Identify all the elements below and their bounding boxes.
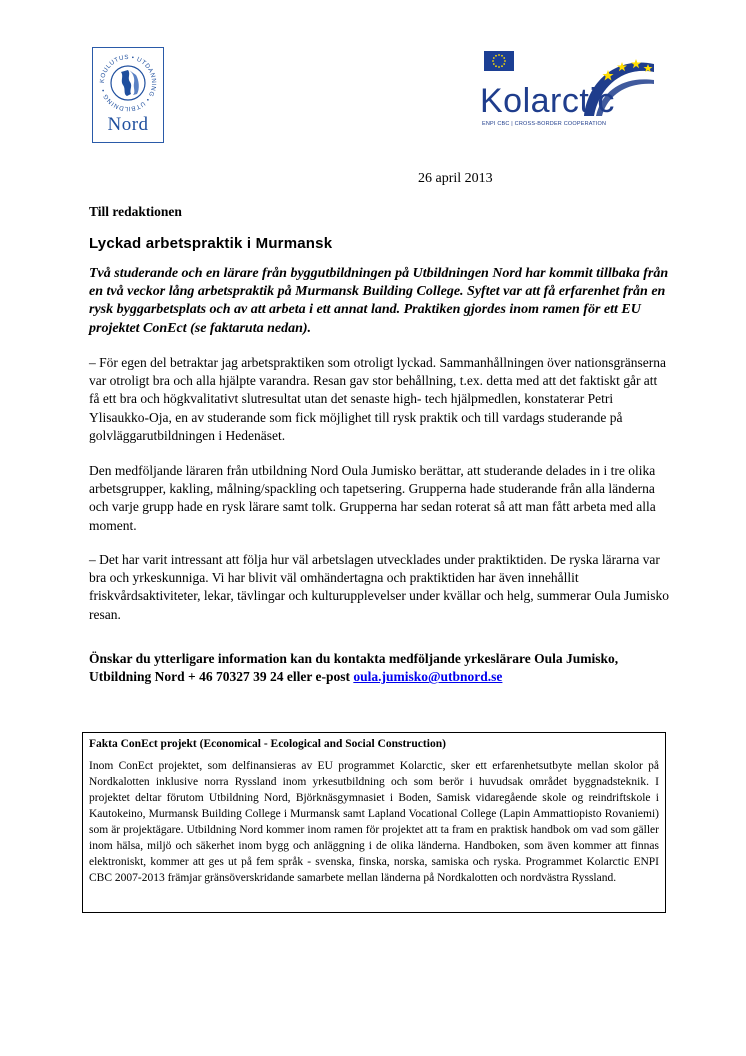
utbildning-nord-logo (92, 47, 164, 143)
body-paragraph-1: – För egen del betraktar jag arbetspraktiken som otroligt lyckad. Sammanhållningen över nationsgränserna var otroligt bra och alla hjälpte varandra. Resan gav stor behållning, t.ex. detta med att det faktiskt går att få ett bra och högkvalitativt slutresultat utan det senaste high- tech hjälpmedlen, konstaterar Petri Ylisaukko-Oja, en av studerande som fick möjlighet till rysk praktik och till vardags studerande på golvläggarutbildningen i Hedenäset. (89, 355, 666, 443)
logo-nord-text: Nord (107, 114, 149, 135)
logo-ring-text: KOULUTUS • UTDANNING • UTBILDNING • (98, 53, 158, 113)
fact-box-body: Inom ConEct projektet, som delfinansieras av EU programmet Kolarctic, sker ett erfarenhetsutbyte mellan skolor på Nordkalotten inklusive norra Ryssland inom yrkesutbildning och som berör i huvudsak området byggnadsteknik. I projektet deltar förutom Utbildning Nord, Björknäsgymnasiet i Boden, Samisk vidaregående skole og reindriftskole i Kautokeino, Murmansk Building College i Murmansk samt Lapland Vocational College (Lapin Ammattiopisto Rovaniemi) som är projektägare. Utbildning Nord kommer inom ramen för projektet att ta fram en praktisk handbok om vad som gäller inom hälsa, miljö och säkerhet inom bygg och anläggning i de olika länderna. Handboken, som även kommer att finnas elektroniskt, kommer att ges ut på fem språk - svenska, finska, norska, samiska och ryska. Programmet Kolarctic ENPI CBC 2007-2013 främjar gränsöverskridande samarbete mellan länderna på Nordkalotten och nordvästra Ryssland. (89, 760, 659, 884)
kolarctic-logo (478, 46, 656, 136)
contact-info (89, 650, 669, 686)
body-paragraph-3: – Det har varit intressant att följa hur väl arbetslagen utvecklades under praktiktiden. De ryska lärarna var bra och yrkeskunniga. Vi har blivit väl omhändertagna och praktiktiden har även innehållit friskvårdsaktiviteter, lekar, tävlingar och kulturupplevelser under kvällar och helg, summerar Oula Jumisko resan. (89, 552, 669, 622)
recipient-line: Till redaktionen (89, 204, 182, 219)
body-paragraph-2: Den medföljande läraren från utbildning Nord Oula Jumisko berättar, att studerande delades in i tre olika arbetsgrupper, kakling, målning/spackling och tapetsering. Grupperna hade studerande från alla länderna och varje grupp hade en rysk lärare samt tolk. Grupperna har sedan roterat så att man fått arbeta med alla moment. (89, 463, 656, 533)
nord-emblem-icon (93, 48, 163, 118)
press-release-date: 26 april 2013 (418, 171, 493, 186)
eu-flag-icon (484, 51, 514, 71)
fact-box (82, 732, 666, 913)
contact-text: Önskar du ytterligare information kan du kontakta medföljande yrkeslärare Oula Jumisko, Utbildning Nord + 46 70327 39 24 eller e-post (89, 651, 619, 685)
lead-paragraph: Två studerande och en lärare från byggutbildningen på Utbildningen Nord har kommit tillbaka från en två veckor lång arbetspraktik på Murmansk Building College. Syftet var att få erfarenhet från en rysk byggarbetsplats och av att arbeta i ett annat land. Praktiken gjordes inom ramen för ett EU projektet ConEct (se faktaruta nedan). (89, 266, 669, 336)
fact-box-title: Fakta ConEct projekt (Economical - Ecological and Social Construction) (89, 738, 446, 750)
page-title: Lyckad arbetspraktik i Murmansk (89, 235, 333, 252)
contact-email-link[interactable]: oula.jumisko@utbnord.se (353, 669, 503, 685)
kolarctic-subtitle: ENPI CBC | CROSS-BORDER COOPERATION (482, 121, 607, 127)
kolarctic-wordmark: Kolarctic (480, 82, 615, 120)
